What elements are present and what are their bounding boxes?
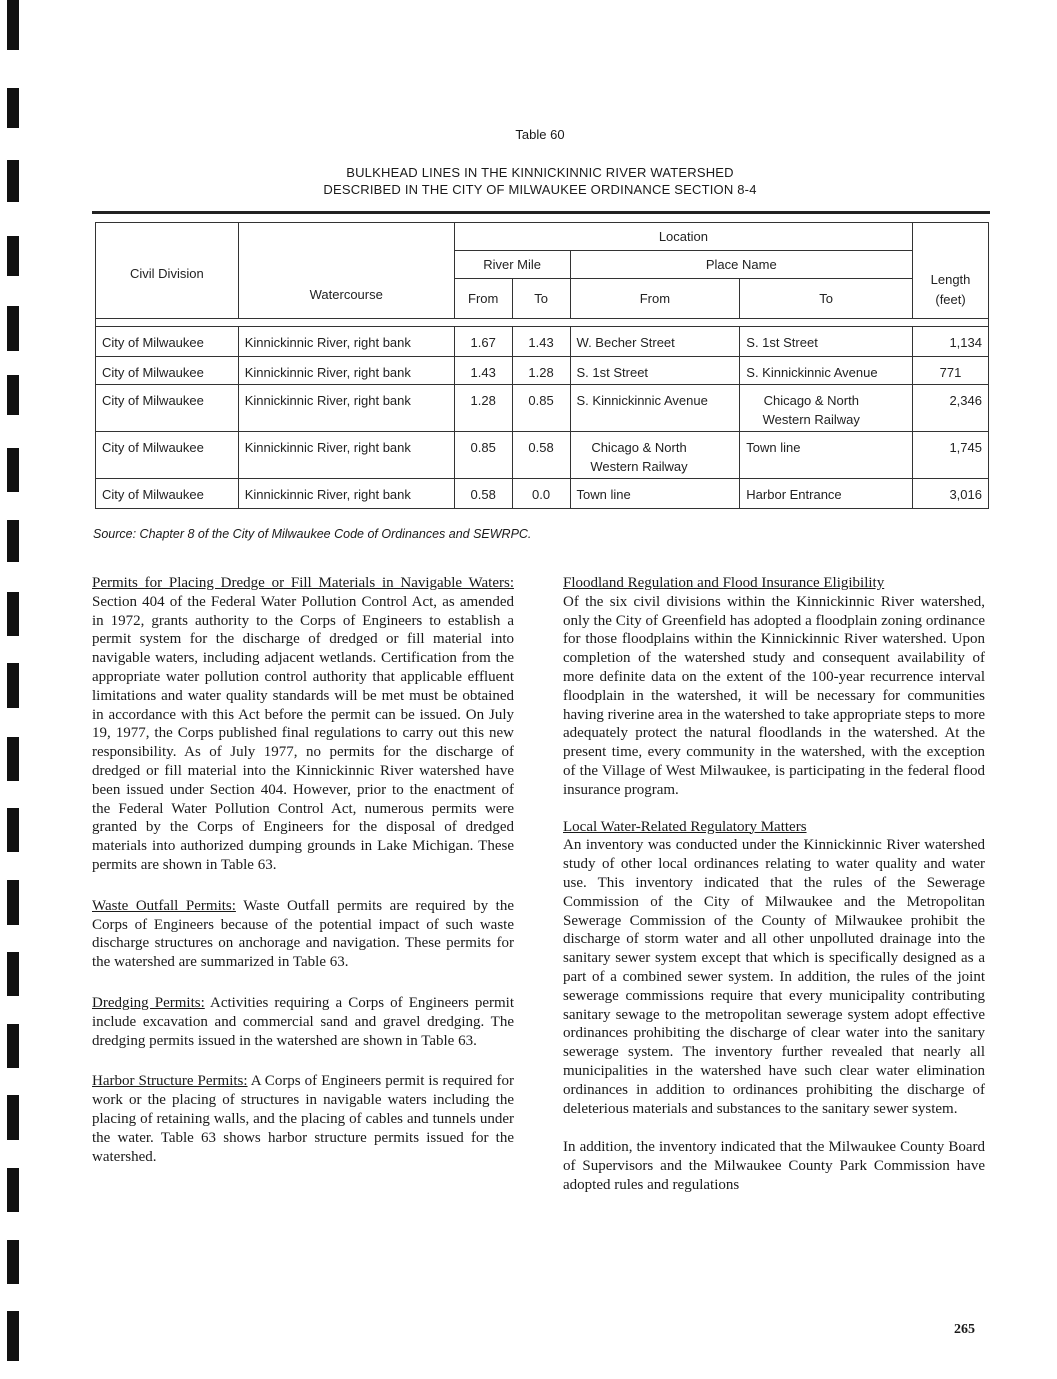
header-river-mile-from: From: [454, 279, 512, 319]
cell-place-to: S. 1st Street: [740, 327, 913, 357]
body-dredge-fill: Section 404 of the Federal Water Pollution Control Act, as amended in 1972, grants authority to the Corps of Engineers to establish a permit system for the discharge of dredged or fill material into navigable waters, including adjacent wetlands. Certification from the appropriate water pollution control authority that applicable effluent limitations and water quality standards will be met must be obtained in accordance with this Act before the permit can be issued. On July 19, 1977, the Corps published final regulations to carry out this new responsibility. As of July 1977, no permits for the discharge of dredged or fill material into the Kinnickinnic River watershed have been issued under Section 404. However, prior to the enactment of the Federal Water Pollution Control Act, numerous permits were granted by the Corps of Engineers for the disposal of dredged materials into authorized dumping grounds in Lake Michigan. These permits are shown in Table 63.: [92, 593, 514, 873]
heading-dredging: Dredging Permits:: [92, 994, 205, 1011]
cell-rm-to: 1.43: [512, 327, 570, 357]
binding-mark: [7, 448, 19, 492]
body-local-regulatory: An inventory was conducted under the Kinnickinnic River watershed study of other local ordinances relating to water quality and water use. This inventory indicated that the rules of the Sewerage Commission of the City of Milwaukee and the Metropolitan Sewerage Commission of the County of Milwaukee prohibit the discharge of storm water and all other unpolluted drainage into the sanitary sewer system except that which is specifically designed as a part of a combined sewer system. In addition, the rules of the joint sewerage commissions require that every municipality contributing sanitary sewage to the metropolitan sewerage system adopt effective ordinances prohibiting the discharge of clear water into the sanitary sewerage system. The inventory further revealed that nearly all municipalities in the watershed have such clear water elimination ordinances in addition to ordinances prohibiting the discharge of deleterious materials and substances to the sanitary sewer system.: [563, 837, 985, 1117]
cell-place-to: Harbor Entrance: [740, 479, 913, 509]
cell-length: 771: [913, 357, 989, 385]
cell-place-from: S. 1st Street: [570, 357, 740, 385]
cell-rm-from: 1.43: [454, 357, 512, 385]
cell-place-to: Chicago & North Western Railway: [740, 385, 913, 432]
cell-length: 3,016: [913, 479, 989, 509]
cell-rm-from: 1.28: [454, 385, 512, 432]
cell-watercourse: Kinnickinnic River, right bank: [238, 327, 454, 357]
table-row: [96, 479, 989, 509]
binding-mark: [7, 952, 19, 996]
cell-place-from: Chicago & North Western Railway: [570, 432, 740, 479]
table-top-rule: [92, 211, 990, 214]
header-location: Location: [454, 223, 912, 251]
header-river-mile-to: To: [512, 279, 570, 319]
binding-mark: [7, 1095, 19, 1140]
cell-division: City of Milwaukee: [96, 357, 239, 385]
paragraph-waste-outfall: [92, 897, 514, 972]
table-row: [96, 327, 989, 357]
cell-rm-from: 0.58: [454, 479, 512, 509]
paragraph-dredge-fill: [92, 574, 514, 875]
cell-place-from: S. Kinnickinnic Avenue: [570, 385, 740, 432]
binding-mark: [7, 520, 19, 562]
table-title: [0, 164, 1057, 198]
paragraph-harbor-structure: [92, 1072, 514, 1166]
table-source-note: Source: Chapter 8 of the City of Milwaukee Code of Ordinances and SEWRPC.: [93, 527, 532, 541]
cell-watercourse: Kinnickinnic River, right bank: [238, 432, 454, 479]
header-watercourse: Watercourse: [238, 223, 454, 319]
heading-harbor-structure: Harbor Structure Permits:: [92, 1073, 248, 1090]
right-column: [563, 574, 985, 1213]
cell-length: 2,346: [913, 385, 989, 432]
cell-length: 1,745: [913, 432, 989, 479]
binding-mark: [7, 0, 19, 50]
binding-mark: [7, 808, 19, 852]
cell-division: City of Milwaukee: [96, 432, 239, 479]
body-harbor-structure: A Corps of Engineers permit is required for work or the placing of structures in navigable waters including the placing of retaining walls, and the placing of cables and tunnels under the water. Table 63 shows harbor structure permits issued for the watershed.: [92, 1073, 514, 1165]
header-length: Length (feet): [913, 223, 989, 319]
cell-length: 1,134: [913, 327, 989, 357]
left-column: [92, 574, 514, 1184]
header-place-name: Place Name: [570, 251, 913, 279]
cell-watercourse: Kinnickinnic River, right bank: [238, 385, 454, 432]
body-addition: In addition, the inventory indicated that the Milwaukee County Board of Supervisors and the Milwaukee County Park Commission have adopted rules and regulations: [563, 1139, 985, 1193]
cell-rm-to: 0.85: [512, 385, 570, 432]
binding-mark: [7, 592, 19, 636]
body-waste-outfall: Waste Outfall permits are required by the Corps of Engineers because of the potential impact of such waste discharge structures on anchorage and navigation. These permits for the watershed are summarized in Table 63.: [92, 897, 514, 971]
cell-rm-to: 0.0: [512, 479, 570, 509]
cell-rm-to: 1.28: [512, 357, 570, 385]
table-row: [96, 357, 989, 385]
bulkhead-table: [95, 222, 989, 509]
cell-division: City of Milwaukee: [96, 385, 239, 432]
cell-rm-from: 0.85: [454, 432, 512, 479]
binding-mark: [7, 1311, 19, 1361]
binding-mark: [7, 1168, 19, 1212]
cell-place-from: Town line: [570, 479, 740, 509]
header-river-mile: River Mile: [454, 251, 570, 279]
binding-mark: [7, 236, 19, 276]
header-place-to: To: [740, 279, 913, 319]
binding-mark: [7, 375, 19, 415]
heading-dredge-fill: Permits for Placing Dredge or Fill Materials in Navigable Waters:: [92, 575, 514, 591]
cell-place-to: S. Kinnickinnic Avenue: [740, 357, 913, 385]
table-row: [96, 432, 989, 479]
cell-watercourse: Kinnickinnic River, right bank: [238, 479, 454, 509]
binding-mark: [7, 737, 19, 781]
binding-mark: [7, 1240, 19, 1284]
cell-watercourse: Kinnickinnic River, right bank: [238, 357, 454, 385]
binding-mark: [7, 663, 19, 708]
page-number: 265: [954, 1322, 975, 1337]
paragraph-dredging: [92, 994, 514, 1050]
binding-mark: [7, 1024, 19, 1068]
cell-division: City of Milwaukee: [96, 327, 239, 357]
heading-waste-outfall: Waste Outfall Permits:: [92, 897, 236, 914]
heading-floodland: Floodland Regulation and Flood Insurance Eligibility: [563, 575, 885, 591]
binding-mark: [7, 880, 19, 925]
header-place-from: From: [570, 279, 740, 319]
heading-local-regulatory: Local Water-Related Regulatory Matters: [563, 818, 807, 835]
body-floodland: Of the six civil divisions within the Kinnickinnic River watershed, only the City of Greenfield has adopted a floodplain zoning ordinance for those floodplains within the Kinnickinnic River watershed. Upon completion of the watershed study and consequent availability of more definite data on the extent of the 100-year recurrence interval floodplain in the watershed, it will be necessary for communities having riverine area in the watershed to take appropriate steps to more adequately protect the natural floodlands in the watershed. At the present time, every community in the watershed, with the exception of the Village of West Milwaukee, is participating in the federal flood insurance program.: [563, 593, 985, 798]
cell-division: City of Milwaukee: [96, 479, 239, 509]
table-title-line-1: BULKHEAD LINES IN THE KINNICKINNIC RIVER WATERSHED: [346, 165, 734, 180]
cell-place-to: Town line: [740, 432, 913, 479]
cell-rm-to: 0.58: [512, 432, 570, 479]
cell-place-from: W. Becher Street: [570, 327, 740, 357]
table-title-line-2: DESCRIBED IN THE CITY OF MILWAUKEE ORDINANCE SECTION 8-4: [323, 182, 757, 197]
table-row: [96, 385, 989, 432]
header-civil-division: Civil Division: [96, 223, 239, 319]
binding-mark: [7, 88, 19, 128]
table-number: Table 60: [515, 127, 565, 142]
body-dredging: Activities requiring a Corps of Engineers permit include excavation and commercial sand and gravel dredging. The dredging permits issued in the watershed are shown in Table 63.: [92, 994, 514, 1049]
binding-mark: [7, 306, 19, 351]
cell-rm-from: 1.67: [454, 327, 512, 357]
